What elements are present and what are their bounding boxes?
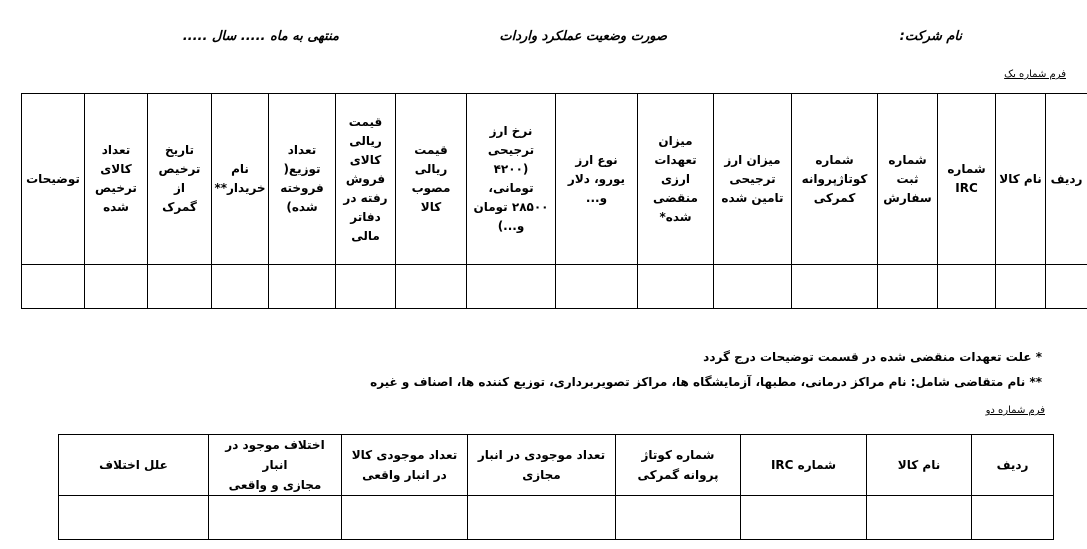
period-label: منتهی به ماه ..... سال .....: [182, 29, 339, 44]
form2-col-row-number: ردیف: [972, 435, 1054, 496]
form2-table: [58, 434, 1054, 540]
form1-cell[interactable]: [996, 265, 1046, 309]
form2-label: فرم شماره دو: [985, 405, 1045, 416]
form2-header-row: [59, 435, 1054, 496]
form1-col-product-name: نام کالا: [996, 94, 1046, 265]
form1-cell[interactable]: [396, 265, 467, 309]
form1-col-buyer-name: نام خریدار**: [212, 94, 269, 265]
form1-col-irc-number: شماره IRC: [938, 94, 996, 265]
form1-col-distributed-count: تعداد توزیع( فروخته شده): [269, 94, 336, 265]
note-applicant-names: ** نام متقاضی شامل: نام مراکز درمانی، مطبها، آزمایشگاه ها، مراکز تصویربرداری، توزیع کننده ها، اصناف و غیره: [370, 375, 1042, 389]
form1-col-currency-type: نوع ارز یورو، دلار و...: [556, 94, 638, 265]
form2-cell[interactable]: [342, 496, 468, 540]
form1-col-description: توضیحات: [22, 94, 85, 265]
form1-cell[interactable]: [938, 265, 996, 309]
form1-col-preferential-currency-amount: میزان ارز ترجیحی تامین شده: [714, 94, 792, 265]
form2-col-customs-cottage-number: شماره کوتاژ پروانه گمرکی: [616, 435, 741, 496]
form2-col-virtual-stock: تعداد موجودی در انبار مجازی: [468, 435, 616, 496]
form1-cell[interactable]: [1046, 265, 1087, 309]
form1-cell[interactable]: [792, 265, 878, 309]
form1-cell[interactable]: [467, 265, 556, 309]
form1-col-clearance-date: تاریخ ترخیص از گمرک: [148, 94, 212, 265]
report-title: صورت وضعیت عملکرد واردات: [499, 29, 667, 44]
form1-col-order-registration-number: شماره ثبت سفارش: [878, 94, 938, 265]
form2-cell[interactable]: [59, 496, 209, 540]
form1-label: فرم شماره یک: [1004, 69, 1066, 80]
form1-col-expired-currency-obligations: میزان تعهدات ارزی منقضی شده*: [638, 94, 714, 265]
form1-cell[interactable]: [878, 265, 938, 309]
form2-col-actual-stock: تعداد موجودی کالا در انبار واقعی: [342, 435, 468, 496]
form2-col-stock-difference: اختلاف موجود در انبار مجازی و واقعی: [209, 435, 342, 496]
form2-empty-row: [59, 496, 1054, 540]
form1-cell[interactable]: [212, 265, 269, 309]
form2-cell[interactable]: [972, 496, 1054, 540]
form2-col-difference-reasons: علل اختلاف: [59, 435, 209, 496]
form1-col-cleared-count: تعداد کالای ترخیص شده: [85, 94, 148, 265]
form1-cell[interactable]: [22, 265, 85, 309]
form1-header-row: [22, 94, 1087, 265]
form1-col-sold-rial-price: قیمت ریالی کالای فروش رفته در دفاتر مالی: [336, 94, 396, 265]
note-expired-obligations: * علت تعهدات منقضی شده در قسمت توضیحات درج گردد: [703, 350, 1042, 364]
form1-cell[interactable]: [336, 265, 396, 309]
form2-col-product-name: نام کالا: [867, 435, 972, 496]
form2-cell[interactable]: [616, 496, 741, 540]
form1-col-row-number: ردیف: [1046, 94, 1087, 265]
form1-cell[interactable]: [556, 265, 638, 309]
form1-cell[interactable]: [148, 265, 212, 309]
form2-cell[interactable]: [468, 496, 616, 540]
form1-empty-row: [22, 265, 1087, 309]
form2-cell[interactable]: [867, 496, 972, 540]
form2-col-irc-number: شماره IRC: [741, 435, 867, 496]
company-name-label: نام شرکت:: [899, 29, 962, 44]
form1-cell[interactable]: [714, 265, 792, 309]
form1-col-approved-rial-price: قیمت ریالی مصوب کالا: [396, 94, 467, 265]
form1-col-customs-cottage-number: شماره کوتاژپروانه کمرکی: [792, 94, 878, 265]
form2-cell[interactable]: [741, 496, 867, 540]
form1-col-preferential-exchange-rate: نرخ ارز ترجیحی (۴۲۰۰ تومانی، ۲۸۵۰۰ تومان و...): [467, 94, 556, 265]
form2-cell[interactable]: [209, 496, 342, 540]
form1-table: [21, 93, 1087, 309]
form1-cell[interactable]: [85, 265, 148, 309]
form1-cell[interactable]: [638, 265, 714, 309]
form1-cell[interactable]: [269, 265, 336, 309]
